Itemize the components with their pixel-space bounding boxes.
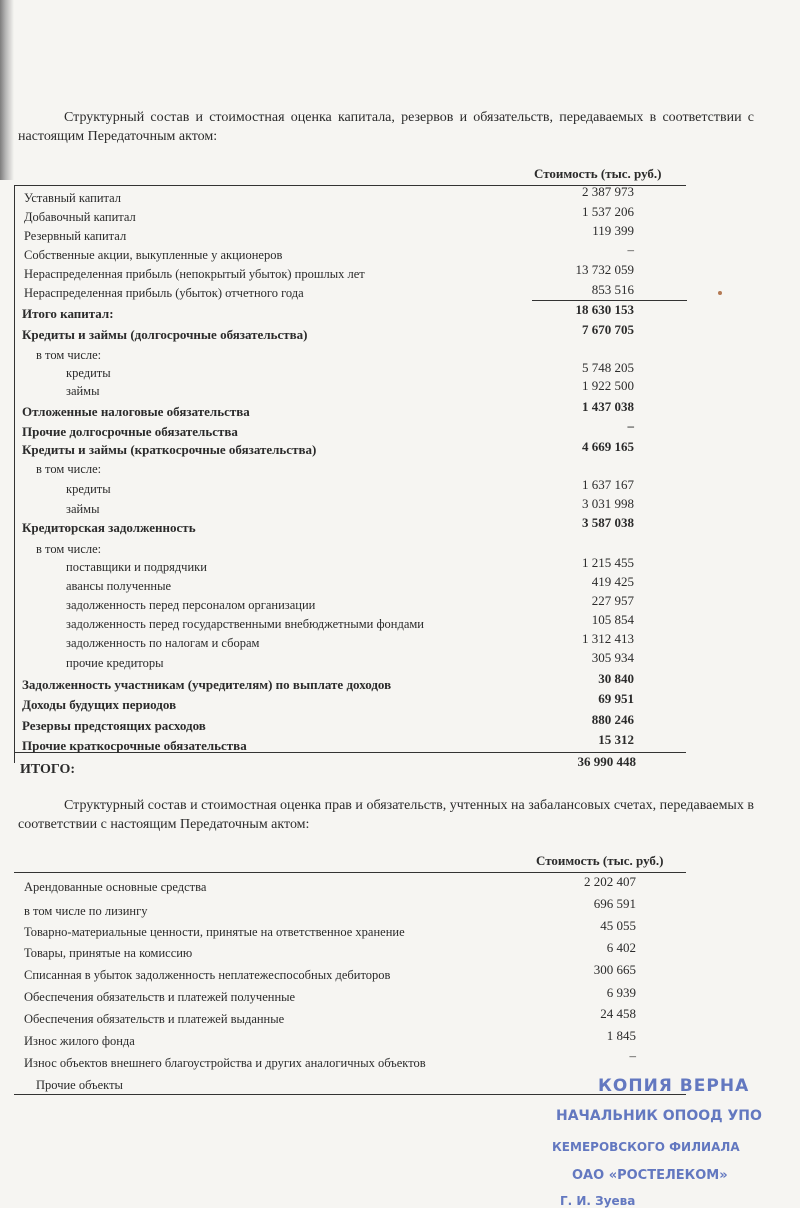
section1-row-value: 880 246 <box>591 712 634 727</box>
section1-row-label: в том числе: <box>36 462 102 476</box>
section1-row-value: 13 732 059 <box>575 262 634 277</box>
section1-row-label: Прочие долгосрочные обязательства <box>22 424 238 439</box>
section1-row-value: 305 934 <box>591 650 634 665</box>
section1-left-rule <box>14 185 15 763</box>
section1-row-value: 1 312 413 <box>582 631 634 646</box>
section1-column-header: Стоимость (тыс. руб.) <box>534 166 662 181</box>
section2-header-rule <box>14 872 686 873</box>
section1-row-label: Нераспределенная прибыль (убыток) отчетного года <box>24 286 304 300</box>
section1-total-value: 36 990 448 <box>577 754 636 769</box>
section1-row-value: 227 957 <box>591 593 634 608</box>
section2-row-label: Обеспечения обязательств и платежей полученные <box>24 990 296 1004</box>
section1-subtotal-rule <box>532 300 687 301</box>
section2-row-label: Обеспечения обязательств и платежей выданные <box>24 1012 285 1026</box>
section1-row-label: Отложенные налоговые обязательства <box>22 404 250 419</box>
section2-row-value: 45 055 <box>600 918 636 933</box>
section1-row-value: 18 630 153 <box>575 302 634 317</box>
section1-row-label: кредиты <box>66 366 111 380</box>
section1-row-label: Резервы предстоящих расходов <box>22 718 206 733</box>
section2-row-value: – <box>629 1048 636 1063</box>
stamp-copy-verified: КОПИЯ ВЕРНА <box>598 1076 750 1096</box>
section1-row-label: Уставный капитал <box>24 191 122 205</box>
section1-row-label: Резервный капитал <box>24 229 127 243</box>
section1-row-label: авансы полученные <box>66 579 172 593</box>
section2-row-label: Списанная в убыток задолженность неплатежеспособных дебиторов <box>24 968 391 982</box>
section2-row-value: 6 402 <box>606 940 636 955</box>
section2-row-label: Износ объектов внешнего благоустройства и других аналогичных объектов <box>24 1056 426 1070</box>
section1-row-label: поставщики и подрядчики <box>66 560 207 574</box>
stamp-signer: Г. И. Зуева <box>560 1194 636 1208</box>
stamp-company: ОАО «РОСТЕЛЕКОМ» <box>572 1168 728 1183</box>
scan-edge-shadow <box>0 0 14 180</box>
section1-total-label: ИТОГО: <box>20 762 76 777</box>
section1-row-value: 1 637 167 <box>582 477 634 492</box>
section2-row-label: Износ жилого фонда <box>24 1034 135 1048</box>
section2-row-value: 6 939 <box>606 985 636 1000</box>
section1-row-label: прочие кредиторы <box>66 656 164 670</box>
section1-row-label: Итого капитал: <box>22 306 114 321</box>
section1-intro <box>18 108 754 146</box>
section1-row-label: задолженность по налогам и сборам <box>66 636 260 650</box>
section1-row-label: задолженность перед персоналом организации <box>66 598 316 612</box>
section1-row-label: Задолженность участникам (учредителям) по выплате доходов <box>22 677 392 692</box>
section1-row-value: 3 031 998 <box>582 496 634 511</box>
section1-row-label: в том числе: <box>36 348 102 362</box>
section2-row-value: 1 845 <box>606 1028 636 1043</box>
section1-row-value: – <box>627 242 634 257</box>
section1-row-label: Доходы будущих периодов <box>22 697 177 712</box>
section2-row-label: Товары, принятые на комиссию <box>24 946 193 960</box>
section1-row-label: задолженность перед государственными внебюджетными фондами <box>66 617 424 631</box>
section2-intro-text: Структурный состав и стоимостная оценка прав и обязательств, учтенных на забалансовых счетах, передаваемых в соответствии с настоящим Передаточным актом: <box>18 798 754 832</box>
section1-row-value: 853 516 <box>591 282 634 297</box>
section1-row-value: 419 425 <box>591 574 634 589</box>
stamp-position: НАЧАЛЬНИК ОПООД УПО <box>556 1108 762 1124</box>
section1-intro-text: Структурный состав и стоимостная оценка капитала, резервов и обязательств, передаваемых в соответствии с настоящим Передаточным актом: <box>18 110 754 144</box>
section1-row-label: Прочие краткосрочные обязательства <box>22 738 247 753</box>
section1-row-value: 7 670 705 <box>582 322 634 337</box>
section1-row-value: 1 922 500 <box>582 378 634 393</box>
section1-row-value: 1 437 038 <box>582 399 634 414</box>
section1-row-value: 15 312 <box>598 732 634 747</box>
stamp-branch: КЕМЕРОВСКОГО ФИЛИАЛА <box>552 1140 740 1154</box>
section2-intro <box>18 796 754 834</box>
section2-row-value: 300 665 <box>593 962 636 977</box>
section2-row-label: Прочие объекты <box>36 1078 123 1092</box>
section1-row-label: кредиты <box>66 482 111 496</box>
section1-row-value: 3 587 038 <box>582 515 634 530</box>
section2-bottom-rule <box>14 1094 686 1095</box>
section1-row-label: Собственные акции, выкупленные у акционеров <box>24 248 283 262</box>
section1-row-value: 5 748 205 <box>582 360 634 375</box>
section2-row-label: Товарно-материальные ценности, принятые на ответственное хранение <box>24 925 405 939</box>
section1-row-label: Кредиторская задолженность <box>22 520 196 535</box>
section1-row-value: 69 951 <box>598 691 634 706</box>
section1-row-value: 1 215 455 <box>582 555 634 570</box>
section2-row-value: 2 202 407 <box>584 874 636 889</box>
section2-row-value: 696 591 <box>593 896 636 911</box>
section1-row-value: 119 399 <box>592 223 634 238</box>
section1-row-label: Кредиты и займы (краткосрочные обязательства) <box>22 442 317 457</box>
section2-row-label: Арендованные основные средства <box>24 880 207 894</box>
section2-row-value: 24 458 <box>600 1006 636 1021</box>
section1-row-value: 4 669 165 <box>582 439 634 454</box>
section1-row-label: Нераспределенная прибыль (непокрытый убыток) прошлых лет <box>24 267 365 281</box>
section1-row-label: займы <box>66 384 100 398</box>
section1-row-value: – <box>627 418 634 433</box>
section1-row-value: 105 854 <box>591 612 634 627</box>
section1-row-value: 2 387 973 <box>582 184 634 199</box>
section1-row-value: 30 840 <box>598 671 634 686</box>
section1-row-label: Кредиты и займы (долгосрочные обязательства) <box>22 327 308 342</box>
ink-speck <box>718 291 722 295</box>
section1-row-label: Добавочный капитал <box>24 210 136 224</box>
section1-row-label: займы <box>66 502 100 516</box>
section2-row-label: в том числе по лизингу <box>24 904 148 918</box>
section1-row-label: в том числе: <box>36 542 102 556</box>
section2-column-header: Стоимость (тыс. руб.) <box>536 853 664 868</box>
section1-row-value: 1 537 206 <box>582 204 634 219</box>
